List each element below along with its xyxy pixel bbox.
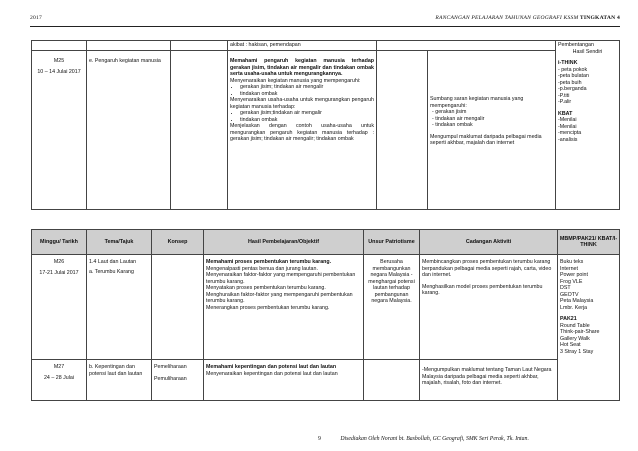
ithink-item: -p.berganda <box>558 86 587 92</box>
resource-item: Frog VLE <box>560 278 583 285</box>
res-sub: Hasil Sendiri <box>572 48 603 55</box>
col-patriotism: Unsur Patriotisme <box>364 230 420 255</box>
activity-text: Menghasilkan model proses pembentukan terumbu karang. <box>422 283 543 296</box>
objective-text: Menyenaraikan kepentingan dan potensi laut dan lautan <box>206 370 338 377</box>
objective-bullet: • tindakan ombak <box>240 117 374 124</box>
objective-bullet: • gerakan jisim; tindakan air mengalir <box>240 84 374 91</box>
activity-intro: Sumbang saran kegiatan manusia yang mempengaruhi: <box>430 96 524 109</box>
header-title: RANCANGAN PELAJARAN TAHUNAN GEOGRAFI KSSM TINGKATAN 4 <box>435 15 620 21</box>
week-label: M27 <box>53 364 65 370</box>
resource-item: GEOTV <box>560 291 579 298</box>
pak21-item: Gallery Walk <box>560 335 590 342</box>
footer-credit: Disediakan Oleh Norani bt. Basbollah, GC Geografi, SMK Seri Perak, Tk. Intan. <box>340 436 529 442</box>
week-dates: 10 – 14 Julai 2017 <box>37 68 81 75</box>
objective-text: Menghuraikan faktor-faktor yang mempengaruhi pembentukan terumbu karang. <box>206 291 353 304</box>
col-week: Minggu/ Tarikh <box>32 230 87 255</box>
top-line: akibat : hakisan, pemendapan <box>228 41 377 51</box>
topic: b. Kepentingan dan potensi laut dan lautan <box>89 364 143 377</box>
week-label: M26 <box>53 259 65 265</box>
subtopic: a. Terumbu Karang <box>89 268 134 275</box>
objective-title: Memahami kepentingan dan potensi laut dan lautan <box>206 364 337 370</box>
topic: 1.4 Laut dan Lautan <box>89 259 137 265</box>
patriotism-text: Berusaha membangunkan negara Malaysia - menghargai potensi lautan terhadap pembangunan negara Malaysia. <box>368 259 415 304</box>
week-dates: 24 – 28 Julai <box>43 374 75 381</box>
ithink-item: -peta buih <box>558 79 582 86</box>
col-activity: Cadangan Aktiviti <box>420 230 558 255</box>
objective-text: Menyenaraikan kegiatan manusia yang mempengaruhi: <box>230 77 361 84</box>
page-number: 9 <box>318 436 321 442</box>
page-footer <box>318 436 529 442</box>
pak21-item: Hot Seat <box>560 342 581 348</box>
objective-text: Menyenaraikan faktor-faktor yang mempengaruhi pembentukan terumbu karang. <box>206 272 356 285</box>
activity-item: - tindakan air mengalir <box>432 116 553 123</box>
resource-item: Internet <box>560 265 578 272</box>
ithink-title: i-THINK <box>558 60 578 66</box>
resource-item: Lmbr. Kerja <box>560 304 588 311</box>
lesson-plan-table-1 <box>31 40 620 210</box>
res-title: Pembentangan <box>558 42 594 48</box>
resource-item: Buku teks <box>560 259 584 265</box>
kbat-item: -Menilai <box>558 123 577 130</box>
objective-text: Menjelaskan dengan contoh usaha-usaha untuk mengurangkan pengaruh kegiatan manusia terhadap : gerakan jisim; tindakan air mengalir; tindakan ombak <box>230 123 374 142</box>
week-dates: 17-21 Julai 2017 <box>39 269 79 276</box>
col-concept: Konsep <box>152 230 204 255</box>
kbat-item: -mencipta <box>558 130 582 136</box>
pak21-item: Round Table <box>560 322 590 329</box>
resource-item: Peta Malaysia <box>560 298 594 304</box>
topic: e. Pengaruh kegiatan manusia <box>89 58 161 64</box>
lesson-plan-table-2 <box>31 229 620 401</box>
pak21-title: PAK21 <box>560 316 577 322</box>
activity-text: Mengumpul maklumat daripada pelbagai media seperti akhbar, majalah dan internet <box>430 133 542 146</box>
header-year: 2017 <box>30 15 42 21</box>
col-resources: MBMP/PAK21/ KBAT/I-THINK <box>558 230 620 255</box>
pak21-item: 3 Stray 1 Stay <box>560 348 594 355</box>
objective-title: Memahami proses pembentukan terumbu karang. <box>206 259 332 265</box>
kbat-item: -analisis <box>558 136 578 143</box>
activity-text: -Mengumpulkan maklumat tentang Taman Laut Negara Malaysia daripada pelbagai media seperti akhbar, majalah, risalah, foto dan internet. <box>422 367 552 386</box>
activity-item: - gerakan jisim <box>432 109 553 116</box>
resource-item: Power point <box>560 272 588 278</box>
kbat-title: KBAT <box>558 110 573 117</box>
col-topic: Tema/Tajuk <box>87 230 152 255</box>
week-label: M25 <box>53 58 65 64</box>
objective-text: Mengenalpasti pentas benua dan jurang lautan. <box>206 265 318 272</box>
activity-text: Membincangkan proses pembentukan terumbu karang berpandukan pelbagai media seperti rajah, carta, video dan internet. <box>422 259 552 278</box>
ithink-item: -P.alir <box>558 99 572 105</box>
activity-item: - tindakan ombak <box>432 122 553 129</box>
objective-text: Menerangkan proses pembentukan terumbu karang. <box>206 304 330 311</box>
ithink-item: -peta bulatan <box>558 73 589 79</box>
objective-bullet: • tindakan ombak <box>240 91 374 98</box>
ithink-item: -P.titi <box>558 92 570 99</box>
concept-item: Pemeliharaan <box>154 364 187 370</box>
objective-bullet: • gerakan jisim;tindakan air mengalir <box>240 110 374 117</box>
col-objective: Hasil Pembelajaran/Objektif <box>204 230 364 255</box>
objective-text: Menyatakan proses pembentukan terumbu karang. <box>206 285 326 291</box>
pak21-item: Think-pair-Share <box>560 329 600 335</box>
objective-text: Menyenaraikan usaha-usaha untuk mengurangkan pengaruh kegiatan manusia terhadap: <box>230 97 374 110</box>
kbat-item: -Menilai <box>558 117 577 123</box>
objective-title: Memahami pengaruh kegiatan manusia terhadap gerakan jisim, tindakan air mengalir dan tindakan ombak serta usaha-usaha untuk mengurangkannya. <box>230 58 374 77</box>
page-header <box>30 14 620 27</box>
resource-item: DST <box>560 285 571 291</box>
concept-item: Pemuliharaan <box>154 375 187 382</box>
ithink-item: - peta pokok <box>558 66 588 73</box>
